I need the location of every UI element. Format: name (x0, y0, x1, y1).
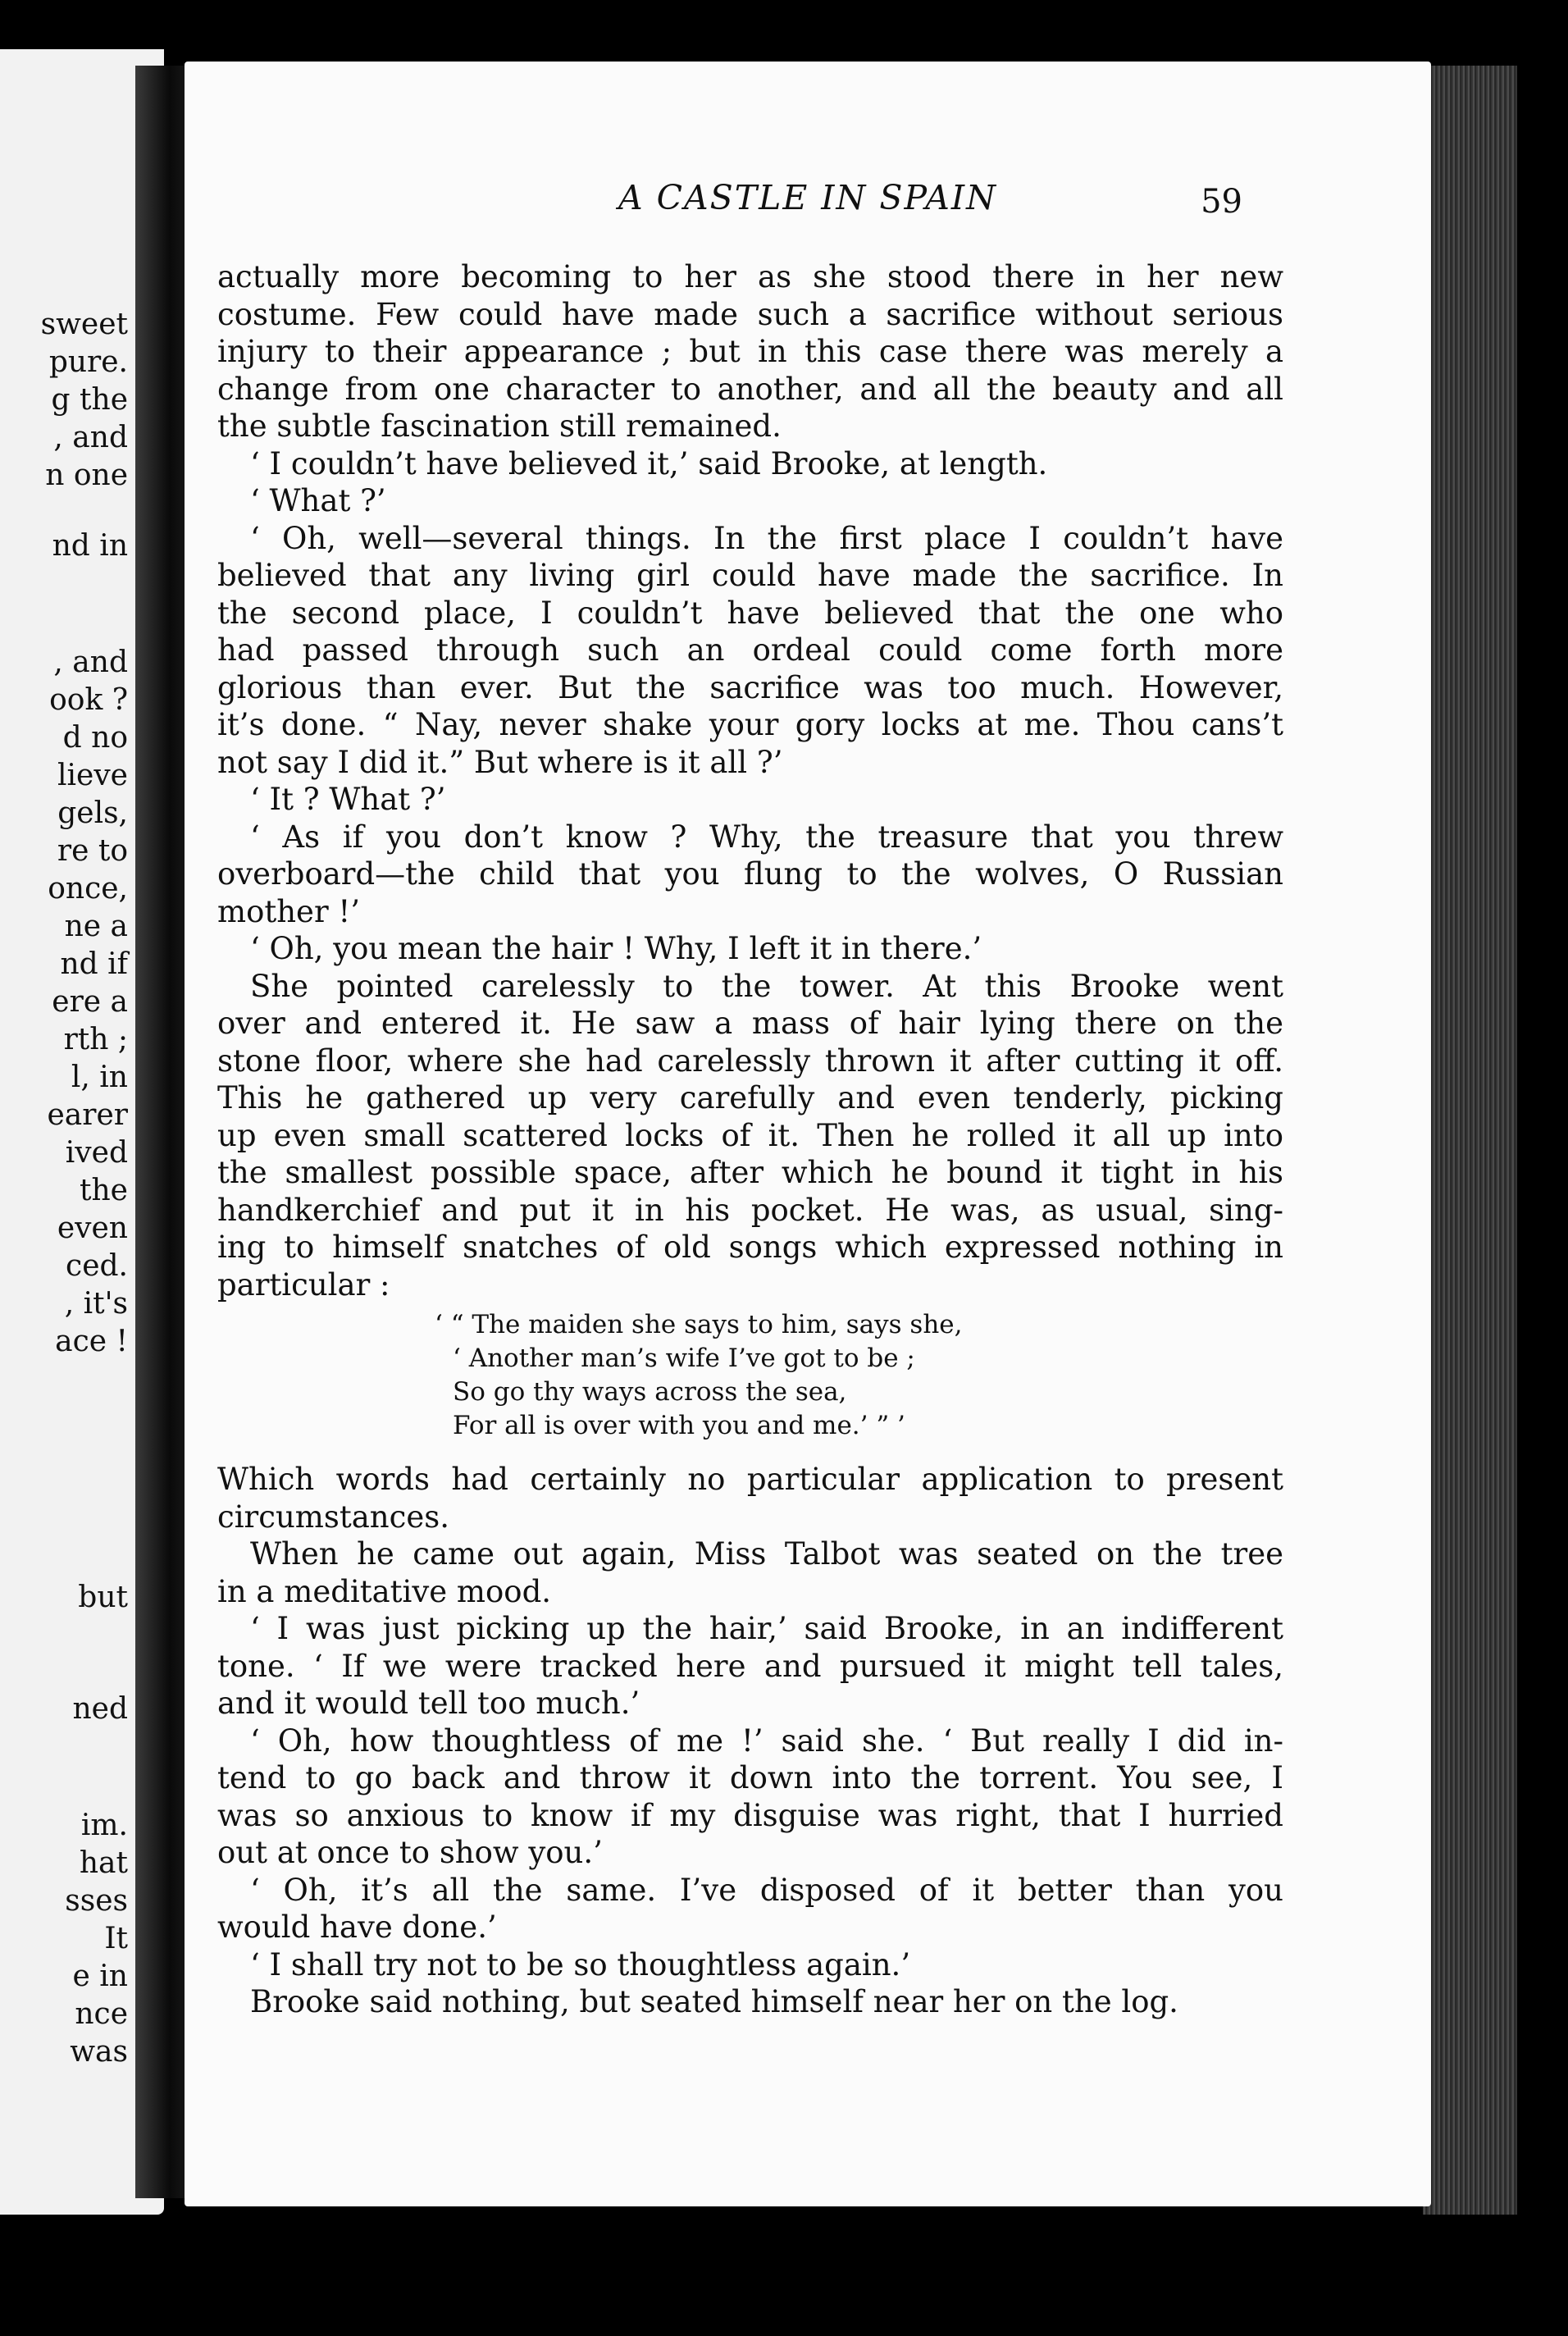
verse-line: ‘ Another man’s wife I’ve got to be ; (453, 1344, 915, 1373)
text-line: Which words had certainly no particular application to present (217, 1462, 1283, 1497)
text-line: tend to go back and throw it down into the torrent. You see, I (217, 1760, 1283, 1795)
text-line: This he gathered up very carefully and even tenderly, picking (217, 1080, 1283, 1116)
verse-line: For all is over with you and me.’ ” ’ (453, 1411, 905, 1440)
text-line: overboard—the child that you flung to the wolves, O Russian (217, 856, 1283, 892)
page-body (217, 258, 1283, 2021)
text-line: was so anxious to know if my disguise was right, that I hurried (217, 1797, 1283, 1833)
text-line: in a meditative mood. (217, 1573, 552, 1609)
line-fragment: rth ; (63, 1023, 128, 1056)
line-fragment: ace ! (55, 1325, 128, 1358)
line-fragment: g the (51, 383, 128, 417)
song-verse (217, 1308, 1283, 1443)
text-line: ‘ Oh, how thoughtless of me !’ said she. ‘ But really I did in- (250, 1722, 1283, 1759)
line-fragment: nd if (60, 947, 128, 981)
line-fragment: ook ? (49, 683, 128, 717)
text-line: ing to himself snatches of old songs which expressed nothing in (217, 1230, 1283, 1265)
line-fragment: ned (72, 1692, 128, 1726)
line-fragment: n one (45, 459, 128, 492)
text-line: had passed through such an ordeal could come forth more (217, 632, 1283, 668)
line-fragment: the (80, 1174, 128, 1207)
line-fragment: sses (65, 1884, 128, 1918)
text-line: particular : (217, 1266, 390, 1303)
line-fragment: , and (53, 421, 128, 454)
text-line: circumstances. (217, 1499, 449, 1535)
line-fragment: earer (47, 1098, 128, 1132)
text-line: not say I did it.” But where is it all ?’ (217, 744, 783, 780)
line-fragment: ere a (52, 985, 128, 1019)
page-edges (1423, 66, 1517, 2215)
text-line: When he came out again, Miss Talbot was seated on the tree (250, 1536, 1283, 1572)
running-head: A CASTLE IN SPAIN (618, 178, 997, 217)
page-number: 59 (1201, 183, 1242, 221)
text-line: handkerchief and put it in his pocket. He was, as usual, sing- (217, 1192, 1283, 1228)
text-line: Brooke said nothing, but seated himself near her on the log. (250, 1984, 1178, 2019)
text-line: ‘ Oh, it’s all the same. I’ve disposed of it better than you (250, 1872, 1283, 1908)
line-fragment: nd in (52, 529, 128, 563)
line-fragment: ne a (64, 910, 128, 943)
text-line: the smallest possible space, after which he bound it tight in his (217, 1155, 1283, 1190)
text-line: ‘ As if you don’t know ? Why, the treasure that you threw (250, 819, 1283, 855)
text-line: mother !’ (217, 893, 361, 929)
text-line: it’s done. “ Nay, never shake your gory locks at me. Thou cans’t (217, 707, 1283, 742)
line-fragment: re to (57, 834, 128, 868)
text-line: change from one character to another, and all the beauty and all (217, 371, 1283, 407)
book-page (185, 62, 1431, 2206)
line-fragment: im. (80, 1809, 128, 1842)
line-fragment: e in (72, 1960, 128, 1993)
text-line: and it would tell too much.’ (217, 1686, 640, 1721)
text-line: ‘ What ?’ (250, 483, 386, 518)
line-fragment: l, in (71, 1061, 128, 1094)
text-line: would have done.’ (217, 1909, 497, 1945)
text-line: believed that any living girl could have made the sacrifice. In (217, 558, 1283, 593)
text-line: injury to their appearance ; but in this case there was merely a (217, 334, 1283, 369)
text-line: ‘ I shall try not to be so thoughtless again.’ (250, 1946, 911, 1982)
text-line: out at once to show you.’ (217, 1835, 603, 1870)
verse-line: So go thy ways across the sea, (453, 1377, 847, 1407)
previous-page-text (0, 49, 131, 2215)
line-fragment: , and (53, 646, 128, 679)
line-fragment: d no (62, 721, 128, 755)
text-line: actually more becoming to her as she stood there in her new (217, 259, 1283, 294)
text-line: over and entered it. He saw a mass of hair lying there on the (217, 1006, 1283, 1041)
line-fragment: ived (65, 1136, 128, 1170)
line-fragment: lieve (57, 759, 128, 792)
verse-line: ‘ “ The maiden she says to him, says she, (435, 1310, 963, 1339)
line-fragment: sweet (40, 308, 128, 341)
text-line: costume. Few could have made such a sacrifice without serious (217, 296, 1283, 332)
text-line: ‘ Oh, well—several things. In the first place I couldn’t have (250, 520, 1283, 556)
text-line: ‘ It ? What ?’ (250, 782, 446, 817)
text-line: the subtle fascination still remained. (217, 408, 782, 444)
text-line: ‘ I was just picking up the hair,’ said Brooke, in an indifferent (250, 1611, 1283, 1646)
line-fragment: was (70, 2035, 128, 2069)
line-fragment: It (104, 1922, 128, 1955)
line-fragment: pure. (48, 345, 128, 379)
text-line: the second place, I couldn’t have believed that the one who (217, 595, 1283, 631)
line-fragment: , it's (64, 1287, 128, 1321)
text-line: up even small scattered locks of it. Then he rolled it all up into (217, 1117, 1283, 1153)
text-line: tone. ‘ If we were tracked here and pursued it might tell tales, (217, 1648, 1283, 1684)
line-fragment: even (57, 1211, 128, 1245)
text-line: She pointed carelessly to the tower. At this Brooke went (250, 968, 1283, 1004)
line-fragment: once, (48, 872, 128, 906)
line-fragment: gels, (57, 796, 128, 830)
line-fragment: ced. (66, 1249, 128, 1283)
line-fragment: but (78, 1581, 128, 1614)
line-fragment: nce (75, 1997, 128, 2031)
text-line: stone floor, where she had carelessly thrown it after cutting it off. (217, 1043, 1283, 1079)
line-fragment: hat (79, 1846, 128, 1880)
text-line: ‘ Oh, you mean the hair ! Why, I left it in there.’ (250, 931, 982, 966)
text-line: glorious than ever. But the sacrifice was too much. However, (217, 669, 1283, 705)
text-line: ‘ I couldn’t have believed it,’ said Brooke, at length. (250, 445, 1048, 481)
